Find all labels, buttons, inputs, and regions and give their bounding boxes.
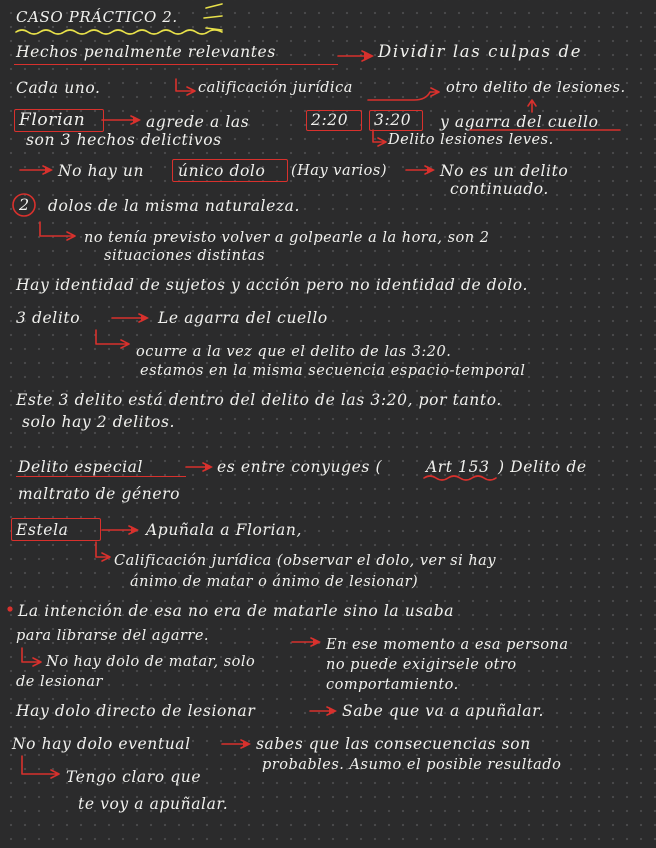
text-no-dolo-matar: No hay dolo de matar, solo	[46, 654, 256, 670]
text-agarra-cuello: y agarra del cuello	[440, 113, 599, 131]
text-librarse-agarre: para librarse del agarre.	[16, 628, 210, 644]
hook-arrow-calificacion-2	[96, 542, 110, 561]
arrow-up-cuello	[528, 100, 536, 112]
text-time-320: 3:20	[374, 111, 412, 129]
hook-arrow-no-dolo-matar	[22, 648, 41, 666]
hook-arrow-calificacion	[176, 79, 195, 95]
bullet-dot	[7, 606, 12, 611]
text-situaciones-distintas: situaciones distintas	[104, 248, 265, 264]
text-otro-delito-lesiones: otro delito de lesiones.	[446, 80, 626, 96]
text-calificacion-juridica-2: Calificación jurídica (observar el dolo, ver si hay	[114, 553, 497, 569]
text-tres-hechos: son 3 hechos delictivos	[26, 131, 222, 149]
text-apunala-florian: Apuñala a Florian,	[146, 521, 302, 539]
hook-arrow-ocurre	[96, 330, 129, 348]
text-tercer-delito: 3 delito	[16, 309, 81, 327]
text-intencion: La intención de esa no era de matarle sino la usaba	[18, 602, 455, 620]
text-delito-especial: Delito especial	[18, 458, 144, 476]
text-maltrato-genero: maltrato de género	[18, 485, 181, 503]
text-hay-varios: (Hay varios)	[291, 163, 387, 179]
hook-arrow-no-tenia	[40, 222, 75, 240]
text-dolo-directo: Hay dolo directo de lesionar	[16, 702, 256, 720]
text-agarra-cuello-2: Le agarra del cuello	[158, 309, 328, 327]
text-no-puede-exigirsele: no puede exigirsele otro	[326, 657, 517, 673]
text-animo-matar: ánimo de matar o ánimo de lesionar)	[130, 574, 419, 590]
text-continuado: continuado.	[450, 180, 549, 198]
title-squiggle	[16, 30, 222, 34]
text-dolos-misma-naturaleza: dolos de la misma naturaleza.	[48, 197, 300, 215]
text-art-153: Art 153	[426, 458, 490, 476]
text-entre-conyuges: es entre conyuges (	[217, 458, 383, 476]
circle-number-2	[13, 194, 35, 216]
text-sabe-que-va: Sabe que va a apuñalar.	[342, 702, 544, 720]
text-solo-dos-delitos: solo hay 2 delitos.	[22, 413, 176, 431]
text-comportamiento: comportamiento.	[326, 677, 459, 693]
text-no-tenia-previsto: no tenía previsto volver a golpearle a la hora, son 2	[84, 230, 490, 246]
text-delito-de: ) Delito de	[498, 458, 587, 476]
text-no-es-delito: No es un delito	[440, 162, 569, 180]
text-te-voy-apunalar: te voy a apuñalar.	[78, 795, 229, 813]
text-sabes-consecuencias: sabes que las consecuencias son	[256, 735, 531, 753]
hook-arrow-tengo-claro	[22, 756, 59, 778]
text-agrede: agrede a las	[146, 113, 250, 131]
text-este-delito-dentro: Este 3 delito está dentro del delito de las 3:20, por tanto.	[16, 391, 502, 409]
text-de-lesionar: de lesionar	[16, 674, 103, 690]
text-estela: Estela	[16, 521, 69, 539]
text-probables: probables. Asumo el posible resultado	[262, 757, 562, 773]
text-dividir-culpas: Dividir las culpas de	[378, 42, 583, 61]
title-emphasis-marks	[204, 4, 222, 30]
squiggle-art-153	[424, 476, 496, 480]
text-cada-uno: Cada uno.	[16, 79, 101, 97]
text-identidad-sujetos: Hay identidad de sujetos y acción pero no identidad de dolo.	[16, 276, 528, 294]
text-unico-dolo: único dolo	[178, 162, 266, 180]
text-ocurre-a-la-vez: ocurre a la vez que el delito de las 3:20.	[136, 344, 452, 360]
text-numero-2: 2	[19, 195, 30, 214]
text-tengo-claro: Tengo claro que	[66, 768, 202, 786]
text-hechos-relevantes: Hechos penalmente relevantes	[16, 43, 276, 61]
text-no-dolo-eventual: No hay dolo eventual	[12, 735, 191, 753]
text-lesiones-leves: Delito lesiones leves.	[388, 132, 554, 148]
text-en-ese-momento: En ese momento a esa persona	[326, 637, 569, 653]
text-florian: Florian	[19, 110, 86, 130]
hook-arrow-lesiones-leves	[373, 130, 386, 146]
note-title: CASO PRÁCTICO 2.	[16, 8, 178, 26]
text-misma-secuencia: estamos en la misma secuencia espacio-temporal	[140, 363, 526, 379]
text-no-hay-un: No hay un	[58, 162, 145, 180]
text-time-220: 2:20	[311, 111, 349, 129]
arrow-to-otro-delito	[368, 88, 439, 100]
text-calificacion-juridica-1: calificación jurídica	[198, 80, 353, 96]
